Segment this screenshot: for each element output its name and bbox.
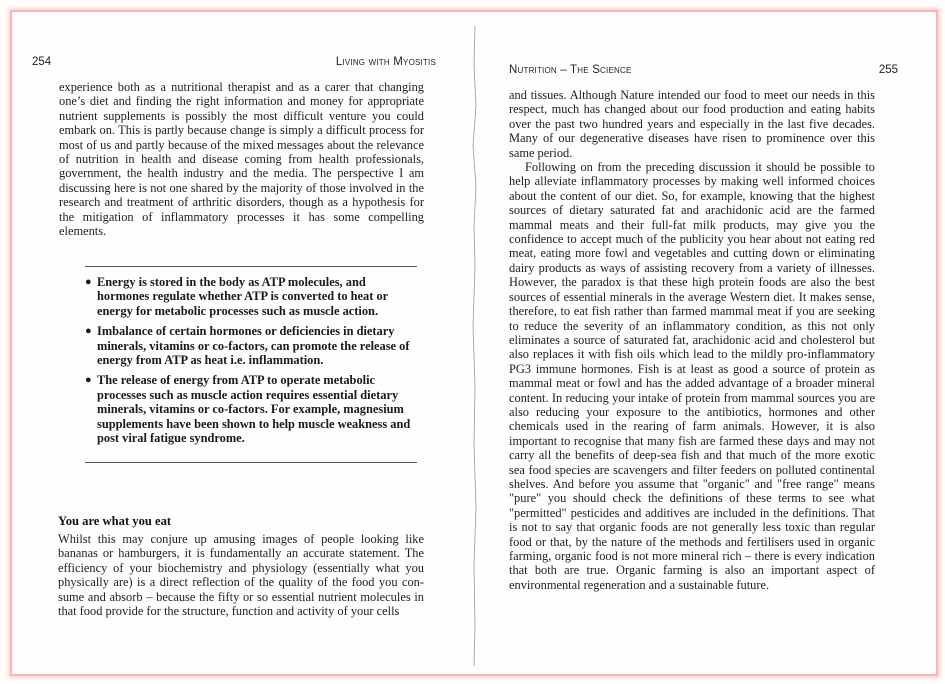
- bullet-text: Energy is stored in the body as ATP molecules, and hormones regulate whether ATP is converted to heat or energy for metabolic processes such as muscle action.: [97, 275, 388, 318]
- section-paragraph: [58, 532, 424, 618]
- book-spread: [10, 10, 938, 676]
- bullet-item: [85, 373, 417, 445]
- running-head-right: Nutrition – The Science: [509, 64, 632, 76]
- running-head-left: Living with Myositis: [335, 56, 436, 68]
- page-number-right: 255: [878, 64, 898, 76]
- key-points-box: [85, 266, 417, 463]
- page-number-left: 254: [32, 56, 52, 68]
- bullet-icon: ●: [85, 374, 92, 387]
- bullet-item: [85, 275, 417, 318]
- bullet-text: Imbalance of certain hormones or deficiencies in dietary minerals, vitamins or co-factors, can promote the release of energy from ATP as heat i.e. inflammation.: [97, 324, 410, 368]
- bullet-icon: ●: [85, 325, 92, 338]
- paragraph: Following on from the preceding discussion it should be possible to help alleviate inflammatory processes by making well informed choices about the content of our diet. So, for example, knowing that the highest sources of dietary saturated fat and arachidonic acid are the farmed mammal meats and their full-fat milk products, may give you the confidence to accept much of the publicity you hear about not eating red meat, eating more fowl and vegetables and cutting down or eliminating dairy products as ways of assisting recovery from a variety of illnesses. However, the paradox is that these high protein foods are also the best sources of essential minerals in the average Western diet. It makes sense, therefore, to eat fish rather than farmed mammal meat if you are seeking to reduce the severity of an inflammatory condition, as this not only eliminates a source of saturated fat, arachidonic acid and cholesterol but also replaces it with fish oils which lead to the mildly pro-inflammatory PG3 immune hormones. Fish is at least as good a source of protein as mammal meat or fowl and has the added advantage of a broader mineral content. In reducing your intake of protein from mammal sources you are also reducing your exposure to the antibiotics, hormones and other chemicals used in the rearing of farm animals. However, it is also important to recognise that many fish are farmed these days and may not carry all the benefits of deep-sea fish and that much of the more exotic sea food species are scavengers and filter feeders on polluted continental shelves. And before you assume that "organic" and "free range" means "pure" you should check the definitions of these terms to see what "permitted" pesticides and additives are included in the definitions. That is not to say that organic foods are not generally less toxic than regular food or that, by the nature of the methods and fertilisers used in organic farming, organic food is not more mineral rich – there is every indication that both are true. Organic farming is also an important aspect of environmental regeneration and a sustainable future.: [509, 160, 875, 592]
- paragraph: experience both as a nutritional therapist and as a carer that changing one’s diet and finding the right information and money for appropriate nutrient supplements is possibly the most difficult venture you could embark on. This is partly because change is simply a difficult process for most of us and partly because of the mixed messages about the relevance of nutrition in health and disease coming from health professionals, government, the health industry and the media. The perspective I am discussing here is not one shared by the majority of those involved in the research and treatment of arthritic disorders, though as a hypothesis for the mitigation of inflammatory processes it has some compelling elements.: [59, 80, 424, 239]
- bullet-text: The release of energy from ATP to operate metabolic processes such as muscle action requires essential dietary minerals, vitamins or co-factors. For example, magnesium supplements have been shown to help muscle weakness and post viral fatigue syndrome.: [97, 373, 411, 446]
- section-heading: You are what you eat: [58, 514, 172, 528]
- bullet-item: [85, 324, 417, 367]
- right-page-text: [509, 88, 875, 592]
- left-page: [12, 12, 472, 674]
- opening-paragraph: [59, 80, 424, 238]
- right-page: [472, 12, 938, 674]
- bullet-icon: ●: [85, 276, 92, 288]
- paragraph: and tissues. Although Nature intended our food to meet our needs in this respect, much has changed about our food production and eating habits over the past two hundred years and especially in the last five decades. Many of our degenerative diseases have risen to prominence over this same period.: [509, 88, 875, 160]
- paragraph: Whilst this may conjure up amusing images of people looking like bananas or hamburgers, it is fundamentally an accurate statement. The efficiency of your biochemistry and physiology (essentially what you physically are) is a direct reflection of the quality of the food you consume and absorb – because the fifty or so essential nutrient molecules in that food provide for the structure, function and activity of your cells: [58, 532, 424, 619]
